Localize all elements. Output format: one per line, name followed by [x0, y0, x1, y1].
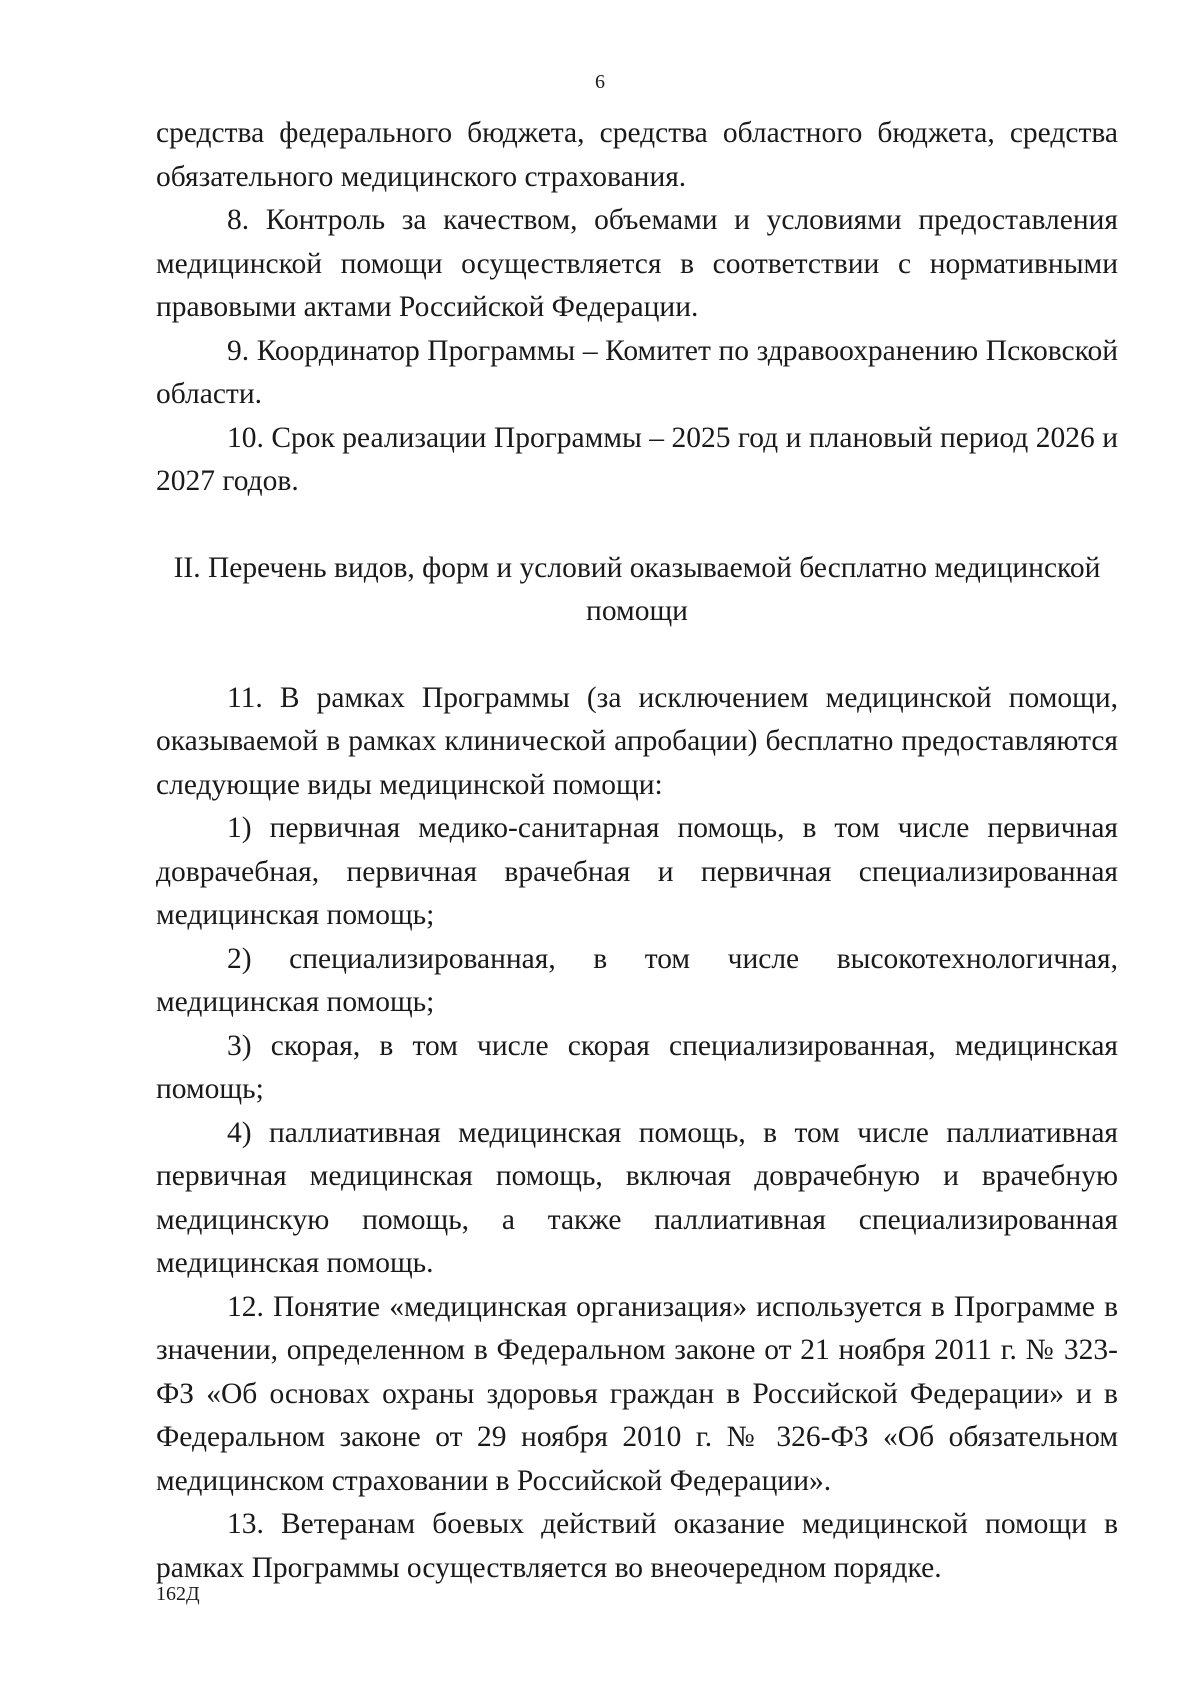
paragraph-item-11: 11. В рамках Программы (за исключением медицинской помощи, оказываемой в рамках клинической апробации) бесплатно предоставляются следующие виды медицинской помощи:	[156, 681, 1118, 801]
paragraph: средства федерального бюджета, средства областного бюджета, средства обязательного медицинского страхования.	[156, 117, 1118, 193]
section-heading	[156, 547, 1118, 634]
section-heading-line-1: II. Перечень видов, форм и условий оказываемой бесплатно медицинской	[173, 551, 1101, 584]
paragraph-item-13: 13. Ветеранам боевых действий оказание медицинской помощи в рамках Программы осуществляется во внеочередном порядке.	[156, 1508, 1118, 1584]
document-code: 162Д	[156, 1583, 200, 1605]
list-item-1: 1) первичная медико-санитарная помощь, в том числе первичная доврачебная, первичная врачебная и первичная специализированная медицинская помощь;	[156, 812, 1118, 931]
list-item-2: 2) специализированная, в том числе высокотехнологичная, медицинская помощь;	[156, 942, 1118, 1018]
paragraph-item-12: 12. Понятие «медицинская организация» используется в Программе в значении, определенном в Федеральном законе от 21 ноября 2011 г. № 323-ФЗ «Об основах охраны здоровья граждан в Российской Федерации» и в Федеральном законе от 29 ноября 2010 г. № 326-ФЗ «Об обязательном медицинском страховании в Российской Федерации».	[156, 1290, 1118, 1497]
document-body	[156, 112, 1118, 1590]
paragraph-item-9: 9. Координатор Программы – Комитет по здравоохранению Псковской области.	[156, 334, 1118, 410]
page-number: 6	[595, 71, 605, 93]
paragraph-item-10: 10. Срок реализации Программы – 2025 год и плановый период 2026 и 2027 годов.	[156, 421, 1118, 497]
section-heading-line-2: помощи	[586, 595, 688, 627]
paragraph-item-8: 8. Контроль за качеством, объемами и условиями предоставления медицинской помощи осуществляется в соответствии с нормативными правовыми актами Российской Федерации.	[156, 204, 1118, 323]
list-item-3: 3) скорая, в том числе скорая специализированная, медицинская помощь;	[156, 1029, 1118, 1105]
list-item-4: 4) паллиативная медицинская помощь, в том числе паллиативная первичная медицинская помощь, включая доврачебную и врачебную медицинскую помощь, а также паллиативная специализированная медицинская помощь.	[156, 1116, 1118, 1279]
